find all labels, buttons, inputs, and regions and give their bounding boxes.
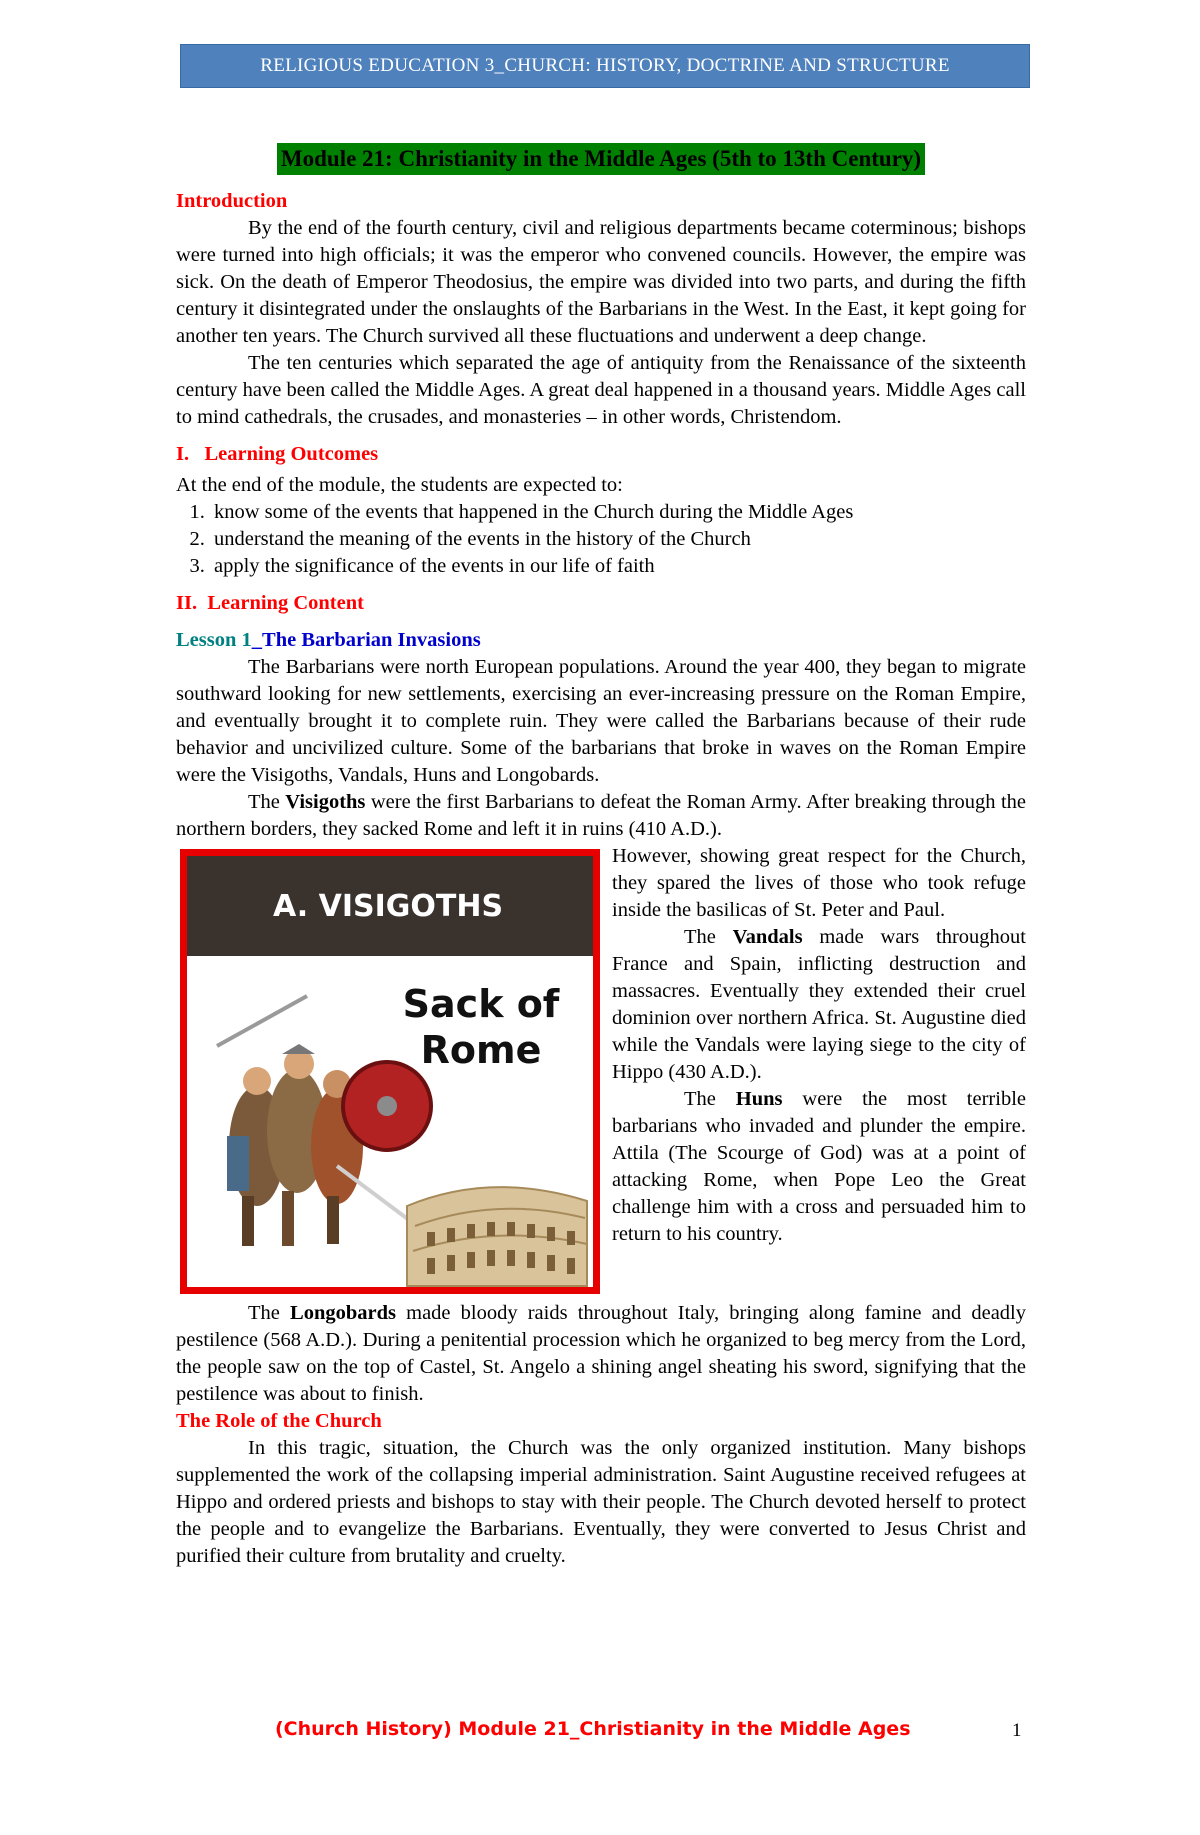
intro-paragraph-1: By the end of the fourth century, civil and religious departments became coterminous; bishops were turned into high officials; it was the emperor who convened councils. However, the empire was sick. On the death of Emperor Theodosius, the empire was divided into two parts, and during the fifth century it disintegrated under the onslaughts of the Barbarians in the West. In the East, it kept going for another ten years. The Church survived all these fluctuations and underwent a deep change. (176, 217, 1026, 347)
vandals-pre: The (684, 926, 733, 948)
visigoths-continued: However, showing great respect for the Church, they spared the lives of those who took refuge inside the basilicas of St. Peter and Paul. (612, 845, 1026, 921)
lesson-name: _The Barbarian Invasions (251, 629, 481, 651)
figure-caption: Sack of Rome (402, 982, 560, 1072)
module-title-wrap (176, 143, 1026, 175)
outcome-item: 3. apply the significance of the events in our life of faith (210, 553, 1026, 580)
longobards-post: made bloody raids throughout Italy, bringing along famine and deadly pestilence (568 A.D.). During a penitential procession which he organized to beg mercy from the Lord, the people saw on the top of Castel, St. Angelo a shining angel sheating his sword, signifying that the pestilence was about to finish. (176, 1302, 1027, 1405)
figure-banner: A. VISIGOTHS (187, 856, 593, 956)
vandals-post: made wars throughout France and Spain, inflicting destruction and massacres. Eventually they extended their cruel dominion over northern Africa. St. Augustine died while the Vandals were laying siege to the city of Hippo (430 A.D.). (612, 926, 1026, 1083)
outcome-item: 2. understand the meaning of the events in the history of the Church (210, 526, 1026, 553)
header-text: RELIGIOUS EDUCATION 3_CHURCH: HISTORY, DOCTRINE AND STRUCTURE (260, 55, 950, 76)
longobards-term: Longobards (290, 1302, 396, 1324)
barbarians-paragraph: The Barbarians were north European populations. Around the year 400, they began to migrate southward looking for new settlements, exercising an ever-increasing pressure on the Roman Empire, and eventually brought it to complete ruin. They were called the Barbarians because of their rude behavior and uncivilized culture. Some of the barbarians that broke in waves on the Roman Empire were the Visigoths, Vandals, Huns and Longobards. (176, 656, 1026, 786)
module-title: Module 21: Christianity in the Middle Ages (5th to 13th Century) (277, 143, 925, 175)
main-content (176, 188, 1026, 1570)
lesson-title (176, 627, 1026, 654)
outcome-item: 1. know some of the events that happened in the Church during the Middle Ages (210, 499, 1026, 526)
huns-term: Huns (735, 1088, 783, 1110)
outcomes-list (176, 499, 1026, 580)
huns-pre: The (684, 1088, 736, 1110)
outcomes-lead: At the end of the module, the students are expected to: (176, 474, 623, 496)
vandals-term: Vandals (732, 926, 803, 948)
visigoths-post: were the first Barbarians to defeat the Roman Army. After breaking through the northern borders, they sacked Rome and left it in ruins (410 A.D.). (176, 791, 1026, 840)
header-banner (180, 44, 1030, 88)
visigoths-pre: The (248, 791, 286, 813)
longobards-paragraph (176, 1300, 1026, 1408)
visigoths-figure (180, 849, 600, 1294)
lesson-prefix: Lesson 1 (176, 629, 252, 651)
sack-of-rome-illustration (187, 956, 593, 1287)
warriors-drawing (217, 996, 431, 1246)
footer-text: (Church History) Module 21_Christianity in the Middle Ages (275, 1718, 911, 1740)
visigoths-term: Visigoths (285, 791, 366, 813)
intro-paragraph-2: The ten centuries which separated the age of antiquity from the Renaissance of the sixteenth century have been called the Middle Ages. A great deal happened in a thousand years. Middle Ages call to mind cathedrals, the crusades, and monasteries – in other words, Christendom. (176, 352, 1026, 428)
visigoths-paragraph (176, 789, 1026, 843)
outcomes-heading: I. Learning Outcomes (176, 443, 379, 465)
colosseum-drawing (407, 1187, 587, 1286)
longobards-pre: The (248, 1302, 291, 1324)
page-number: 1 (1012, 1720, 1022, 1741)
role-paragraph: In this tragic, situation, the Church was the only organized institution. Many bishops supplemented the work of the collapsing imperial administration. Saint Augustine received refugees at Hippo and ordered priests and bishops to stay with their people. The Church devoted herself to protect the people and to evangelize the Barbarians. Eventually, they were converted to Jesus Christ and purified their culture from brutality and cruelty. (176, 1437, 1026, 1567)
role-heading: The Role of the Church (176, 1410, 382, 1432)
intro-heading: Introduction (176, 190, 288, 212)
content-heading: II. Learning Content (176, 592, 364, 614)
huns-post: were the most terrible barbarians who invaded and plunder the empire. Attila (The Scourge of God) was at a point of attacking Rome, when Pope Leo the Great challenge him with a cross and persuaded him to return to his country. (612, 1088, 1026, 1245)
